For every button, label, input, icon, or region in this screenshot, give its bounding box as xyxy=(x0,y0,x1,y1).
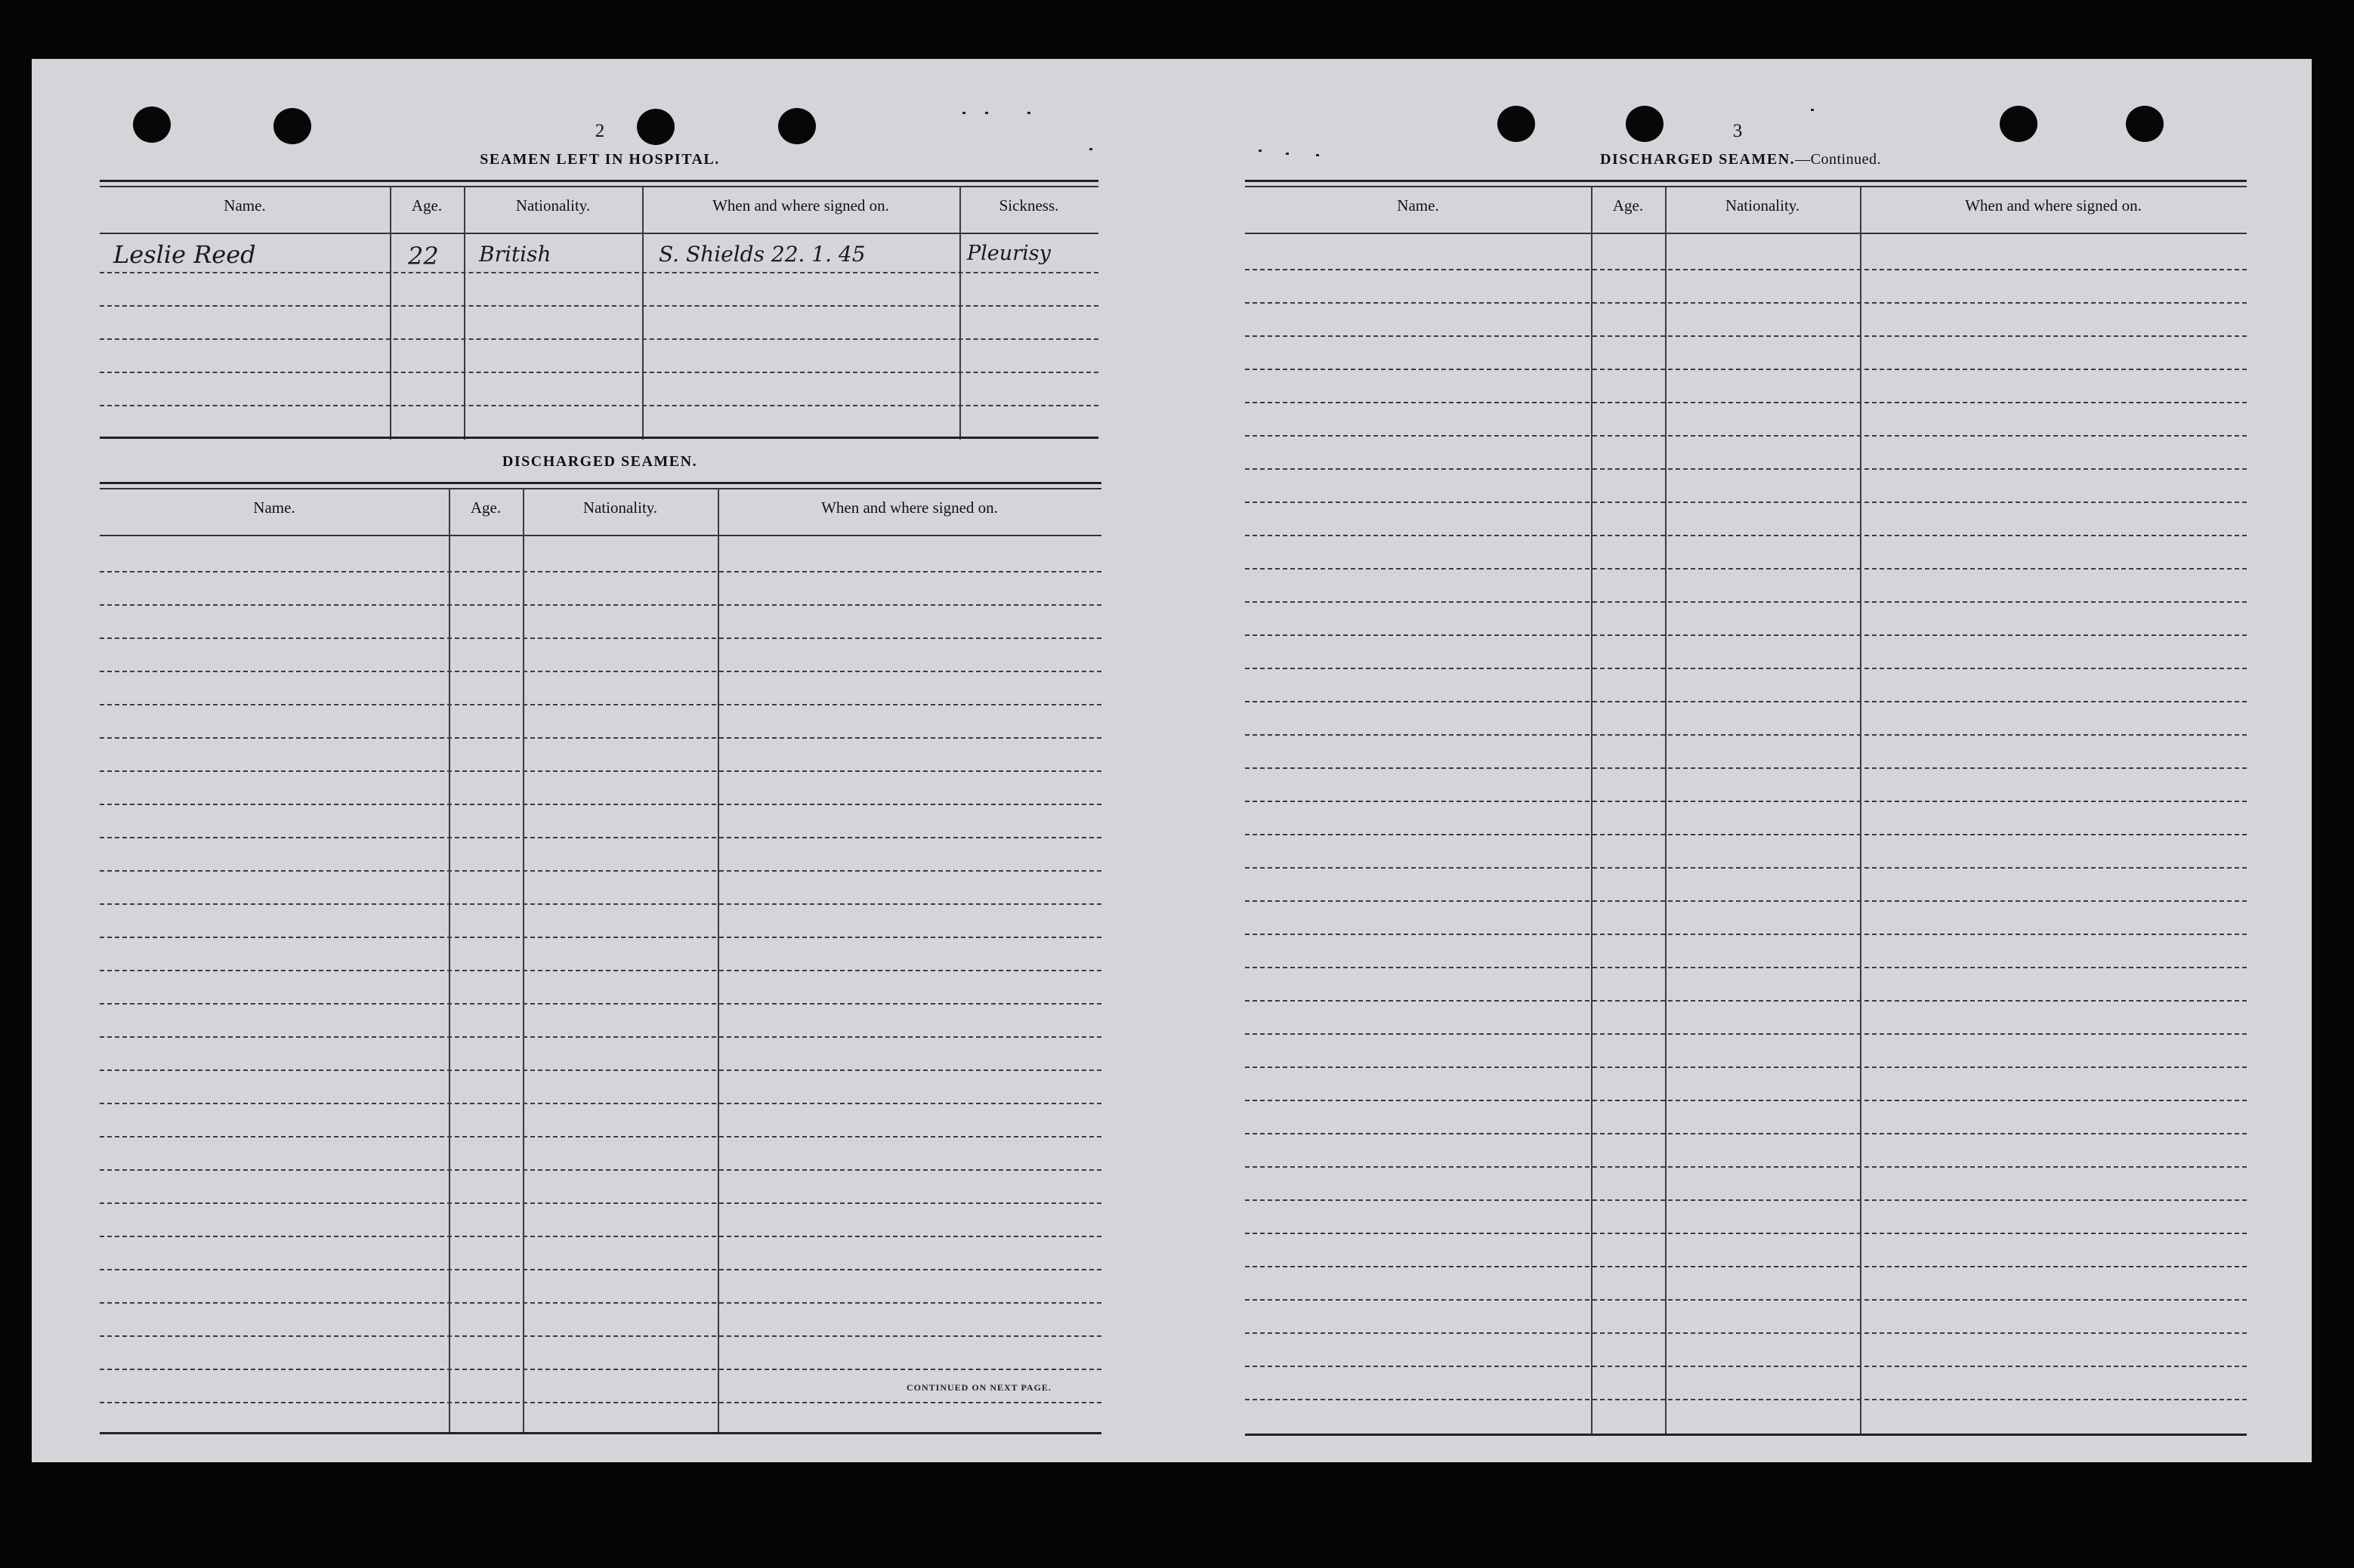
row-line xyxy=(1245,1033,2247,1035)
row-line xyxy=(1245,834,2247,835)
col-header-name: Name. xyxy=(224,196,266,215)
col-header-nationality: Nationality. xyxy=(515,196,591,215)
row-line xyxy=(100,770,1101,772)
speck xyxy=(1286,153,1289,155)
row-line xyxy=(1245,1066,2247,1068)
row-line xyxy=(100,1402,1101,1403)
row-line xyxy=(100,272,1098,273)
entry-age: 22 xyxy=(408,242,439,270)
row-line xyxy=(1245,335,2247,337)
punch-hole xyxy=(778,108,816,144)
row-line xyxy=(1245,634,2247,636)
row-line xyxy=(100,1369,1101,1370)
row-line xyxy=(100,1070,1101,1071)
punch-hole xyxy=(1626,106,1664,142)
row-line xyxy=(1245,468,2247,470)
row-line xyxy=(100,338,1098,340)
punch-hole xyxy=(637,109,675,145)
entry-sickness: Pleurisy xyxy=(967,242,1051,265)
row-line xyxy=(1245,1233,2247,1234)
row-line xyxy=(100,1169,1101,1171)
punch-hole xyxy=(133,106,171,143)
hospital-table xyxy=(100,180,1098,446)
row-line xyxy=(100,1202,1101,1204)
row-line xyxy=(100,1003,1101,1005)
page-number-left: 2 xyxy=(595,121,605,141)
punch-hole xyxy=(2000,106,2037,142)
row-line xyxy=(100,671,1101,672)
row-line xyxy=(1245,1366,2247,1367)
row-line xyxy=(1245,568,2247,569)
row-line xyxy=(1245,701,2247,702)
row-line xyxy=(100,737,1101,739)
row-line xyxy=(100,372,1098,373)
row-line xyxy=(1245,1266,2247,1267)
discharged-continued-title: DISCHARGED SEAMEN.—Continued. xyxy=(1600,151,1881,168)
row-line xyxy=(1245,302,2247,304)
row-line xyxy=(100,1335,1101,1337)
page-number-right: 3 xyxy=(1732,121,1743,141)
row-line xyxy=(1245,1332,2247,1334)
row-line xyxy=(100,704,1101,705)
row-line xyxy=(100,305,1098,307)
col-header-nationality: Nationality. xyxy=(1725,196,1800,215)
row-line xyxy=(1245,900,2247,902)
row-line xyxy=(1245,767,2247,769)
entry-nationality: British xyxy=(479,242,551,267)
row-line xyxy=(1245,668,2247,669)
discharged-table-left xyxy=(100,482,1101,1435)
row-line xyxy=(1245,1199,2247,1201)
row-line xyxy=(1245,601,2247,603)
speck xyxy=(1027,112,1030,114)
row-line xyxy=(1245,934,2247,935)
row-line xyxy=(1245,967,2247,968)
row-line xyxy=(1245,1133,2247,1134)
row-line xyxy=(1245,801,2247,802)
col-header-name: Name. xyxy=(1397,196,1439,215)
col-header-age: Age. xyxy=(470,498,502,517)
row-line xyxy=(100,1103,1101,1104)
continued-note: CONTINUED ON NEXT PAGE. xyxy=(907,1382,1052,1393)
row-line xyxy=(100,604,1101,606)
row-line xyxy=(100,637,1101,639)
speck xyxy=(1089,148,1092,150)
row-line xyxy=(1245,535,2247,536)
col-header-age: Age. xyxy=(411,196,443,215)
discharged-table-right xyxy=(1245,180,2247,1437)
speck xyxy=(1259,150,1262,152)
speck xyxy=(985,112,988,114)
row-line xyxy=(1245,1399,2247,1400)
col-header-signed-on: When and where signed on. xyxy=(1965,196,2142,215)
row-line xyxy=(100,1302,1101,1304)
punch-hole xyxy=(2126,106,2164,142)
col-header-signed-on: When and where signed on. xyxy=(712,196,889,215)
row-line xyxy=(1245,1299,2247,1301)
row-line xyxy=(1245,1100,2247,1101)
row-line xyxy=(1245,402,2247,403)
col-header-nationality: Nationality. xyxy=(582,498,658,517)
ledger-sheet xyxy=(32,59,2312,1462)
row-line xyxy=(1245,867,2247,869)
row-line xyxy=(100,1269,1101,1270)
row-line xyxy=(100,1036,1101,1038)
speck xyxy=(1316,154,1319,156)
speck xyxy=(962,112,965,114)
row-line xyxy=(1245,1000,2247,1002)
row-line xyxy=(1245,734,2247,736)
row-line xyxy=(1245,269,2247,270)
row-line xyxy=(1245,435,2247,437)
row-line xyxy=(100,1136,1101,1137)
row-line xyxy=(1245,502,2247,503)
row-line xyxy=(100,1236,1101,1237)
row-line xyxy=(100,903,1101,905)
entry-signed-on: S. Shields 22. 1. 45 xyxy=(659,242,866,267)
discharged-section-title: DISCHARGED SEAMEN. xyxy=(502,453,698,470)
col-header-age: Age. xyxy=(1612,196,1644,215)
row-line xyxy=(100,937,1101,938)
punch-hole xyxy=(1497,106,1535,142)
row-line xyxy=(100,804,1101,805)
row-line xyxy=(100,970,1101,971)
hospital-section-title: SEAMEN LEFT IN HOSPITAL. xyxy=(480,151,720,168)
punch-hole xyxy=(273,108,311,144)
col-header-signed-on: When and where signed on. xyxy=(821,498,998,517)
entry-name: Leslie Reed xyxy=(113,240,256,269)
row-line xyxy=(100,571,1101,573)
row-line xyxy=(100,837,1101,838)
col-header-sickness: Sickness. xyxy=(999,196,1059,215)
speck xyxy=(1811,109,1814,111)
col-header-name: Name. xyxy=(253,498,295,517)
row-line xyxy=(100,870,1101,872)
row-line xyxy=(100,405,1098,406)
row-line xyxy=(1245,369,2247,370)
row-line xyxy=(1245,1166,2247,1168)
